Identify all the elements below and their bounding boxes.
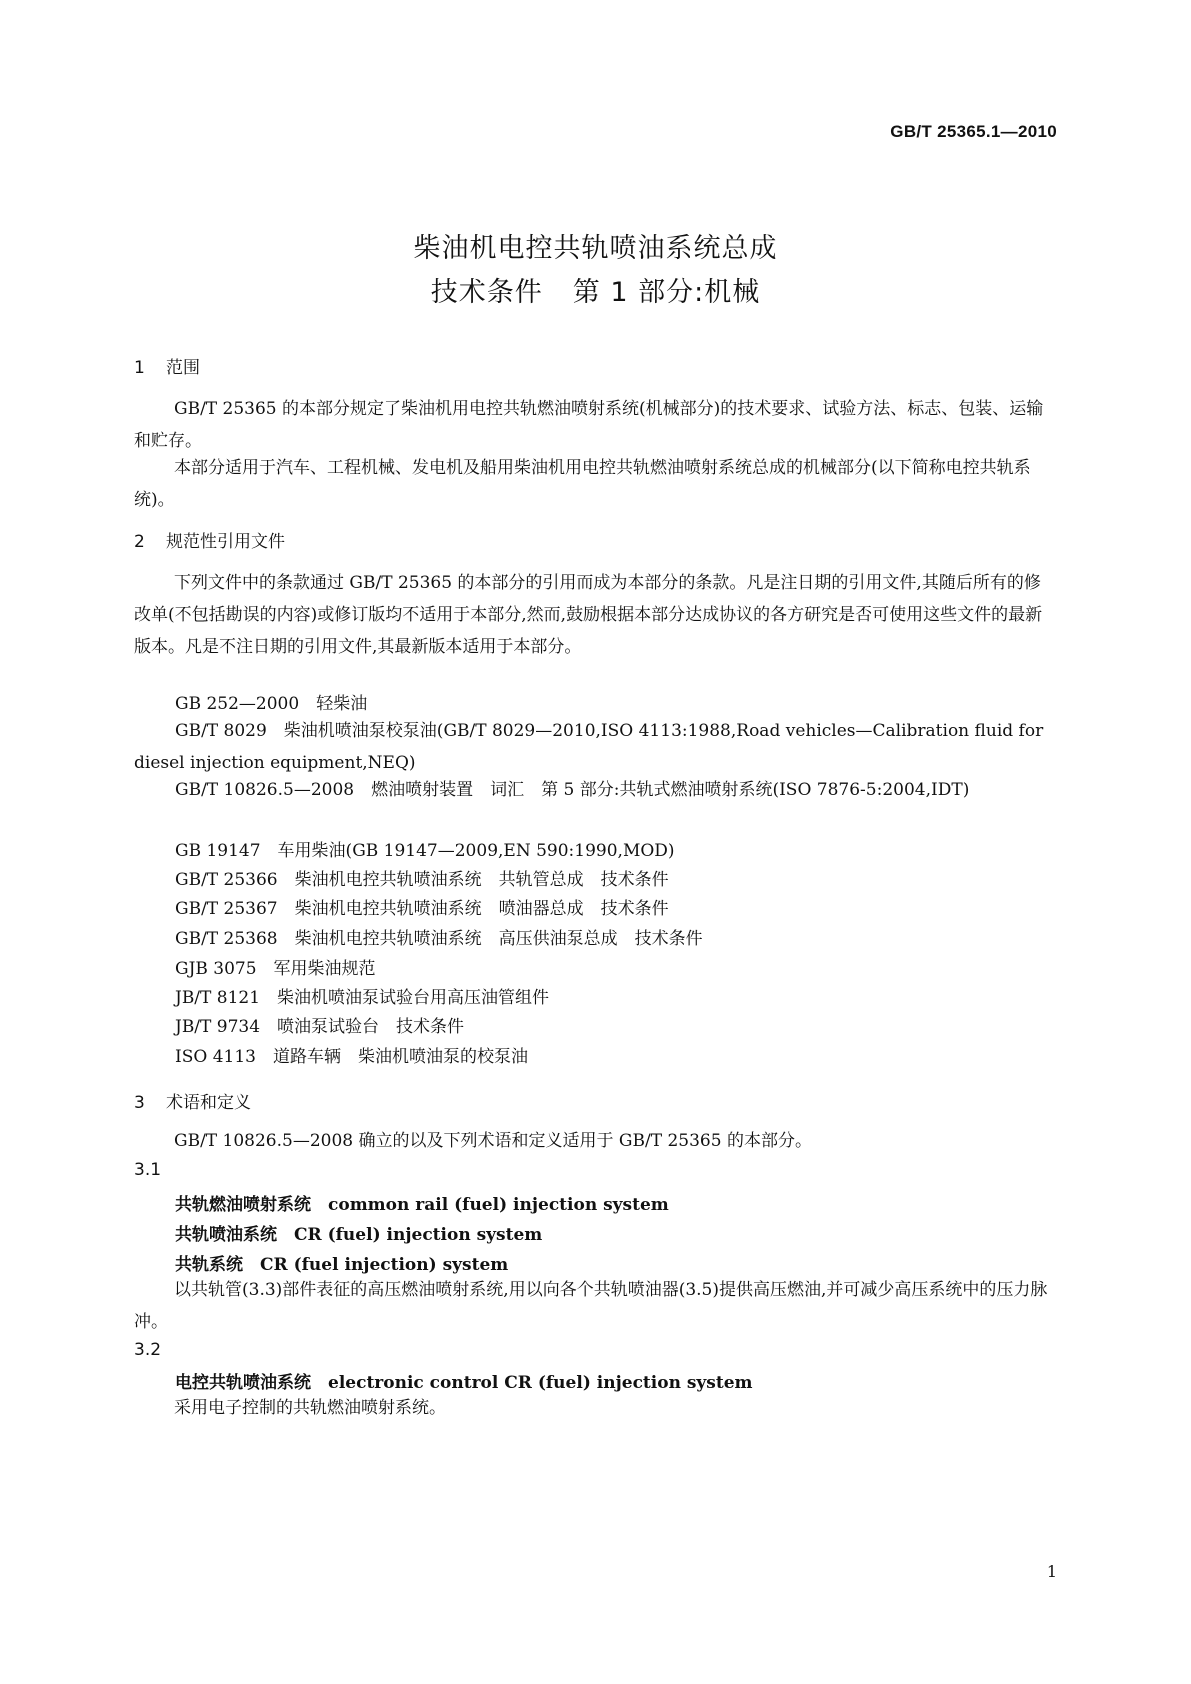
term-english: common rail (fuel) injection system <box>328 1195 669 1215</box>
section-1-heading <box>134 353 200 378</box>
page-number: 1 <box>1046 1562 1057 1581</box>
term-chinese: 电控共轨喷油系统 <box>175 1373 311 1393</box>
subsection-3-2-number: 3.2 <box>134 1340 162 1360</box>
term-3-1-definition: 以共轨管(3.3)部件表征的高压燃油喷射系统,用以向各个共轨喷油器(3.5)提供高压燃油,并可减少高压系统中的压力脉冲。 <box>134 1280 1048 1332</box>
term-entry <box>175 1220 542 1245</box>
title-part-b: 第 1 部分:机械 <box>572 277 761 308</box>
section-number: 1 <box>134 358 145 378</box>
section-2-paragraph-1: 下列文件中的条款通过 GB/T 25365 的本部分的引用而成为本部分的条款。凡是注日期的引用文件,其随后所有的修改单(不包括勘误的内容)或修订版均不适用于本部分,然而,鼓励根据本部分达成协议的各方研究是否可使用这些文件的最新版本。凡是不注日期的引用文件,其最新版本适用于本部分。 <box>134 573 1043 657</box>
section-1-paragraph-1: GB/T 25365 的本部分规定了柴油机用电控共轨燃油喷射系统(机械部分)的技术要求、试验方法、标志、包装、运输和贮存。 <box>134 399 1044 451</box>
reference-item: GB/T 25368 柴油机电控共轨喷油系统 高压供油泵总成 技术条件 <box>175 929 703 949</box>
section-number: 2 <box>134 532 145 552</box>
reference-item: GB/T 10826.5—2008 燃油喷射装置 词汇 第 5 部分:共轨式燃油喷射系统(ISO 7876-5:2004,IDT) <box>175 780 970 800</box>
section-2-heading <box>134 527 285 552</box>
section-1-paragraph-2: 本部分适用于汽车、工程机械、发电机及船用柴油机用电控共轨燃油喷射系统总成的机械部分(以下简称电控共轨系统)。 <box>134 458 1031 510</box>
reference-item: JB/T 8121 柴油机喷油泵试验台用高压油管组件 <box>175 988 550 1008</box>
section-title: 范围 <box>166 358 200 378</box>
term-chinese: 共轨系统 <box>175 1255 243 1275</box>
document-title-line2 <box>0 270 1191 309</box>
reference-item: GB/T 25366 柴油机电控共轨喷油系统 共轨管总成 技术条件 <box>175 870 669 890</box>
term-entry <box>175 1190 669 1215</box>
term-entry <box>175 1250 508 1275</box>
section-3-heading <box>134 1088 251 1113</box>
reference-item: GB 252—2000 轻柴油 <box>175 694 368 714</box>
term-entry <box>175 1368 753 1393</box>
term-english: CR (fuel injection) system <box>260 1255 509 1275</box>
term-chinese: 共轨燃油喷射系统 <box>175 1195 311 1215</box>
subsection-3-1-number: 3.1 <box>134 1160 162 1180</box>
reference-item: GB/T 8029 柴油机喷油泵校泵油(GB/T 8029—2010,ISO 4113:1988,Road vehicles—Calibration fluid for diesel injection equipment,NEQ) <box>134 721 1044 773</box>
reference-item: ISO 4113 道路车辆 柴油机喷油泵的校泵油 <box>175 1047 528 1067</box>
reference-item: GB/T 25367 柴油机电控共轨喷油系统 喷油器总成 技术条件 <box>175 899 669 919</box>
term-english: CR (fuel) injection system <box>294 1225 543 1245</box>
reference-item: JB/T 9734 喷油泵试验台 技术条件 <box>175 1017 465 1037</box>
section-3-paragraph-1: GB/T 10826.5—2008 确立的以及下列术语和定义适用于 GB/T 25365 的本部分。 <box>174 1131 812 1151</box>
section-number: 3 <box>134 1093 145 1113</box>
document-title-line1: 柴油机电控共轨喷油系统总成 <box>413 233 778 264</box>
section-title: 术语和定义 <box>166 1093 251 1113</box>
reference-item: GJB 3075 军用柴油规范 <box>175 959 376 979</box>
term-3-2-definition: 采用电子控制的共轨燃油喷射系统。 <box>174 1398 446 1418</box>
term-chinese: 共轨喷油系统 <box>175 1225 277 1245</box>
term-english: electronic control CR (fuel) injection system <box>328 1373 753 1393</box>
standard-number: GB/T 25365.1—2010 <box>890 122 1057 141</box>
section-title: 规范性引用文件 <box>166 532 285 552</box>
reference-item: GB 19147 车用柴油(GB 19147—2009,EN 590:1990,MOD) <box>175 841 675 861</box>
title-part-a: 技术条件 <box>430 277 543 308</box>
